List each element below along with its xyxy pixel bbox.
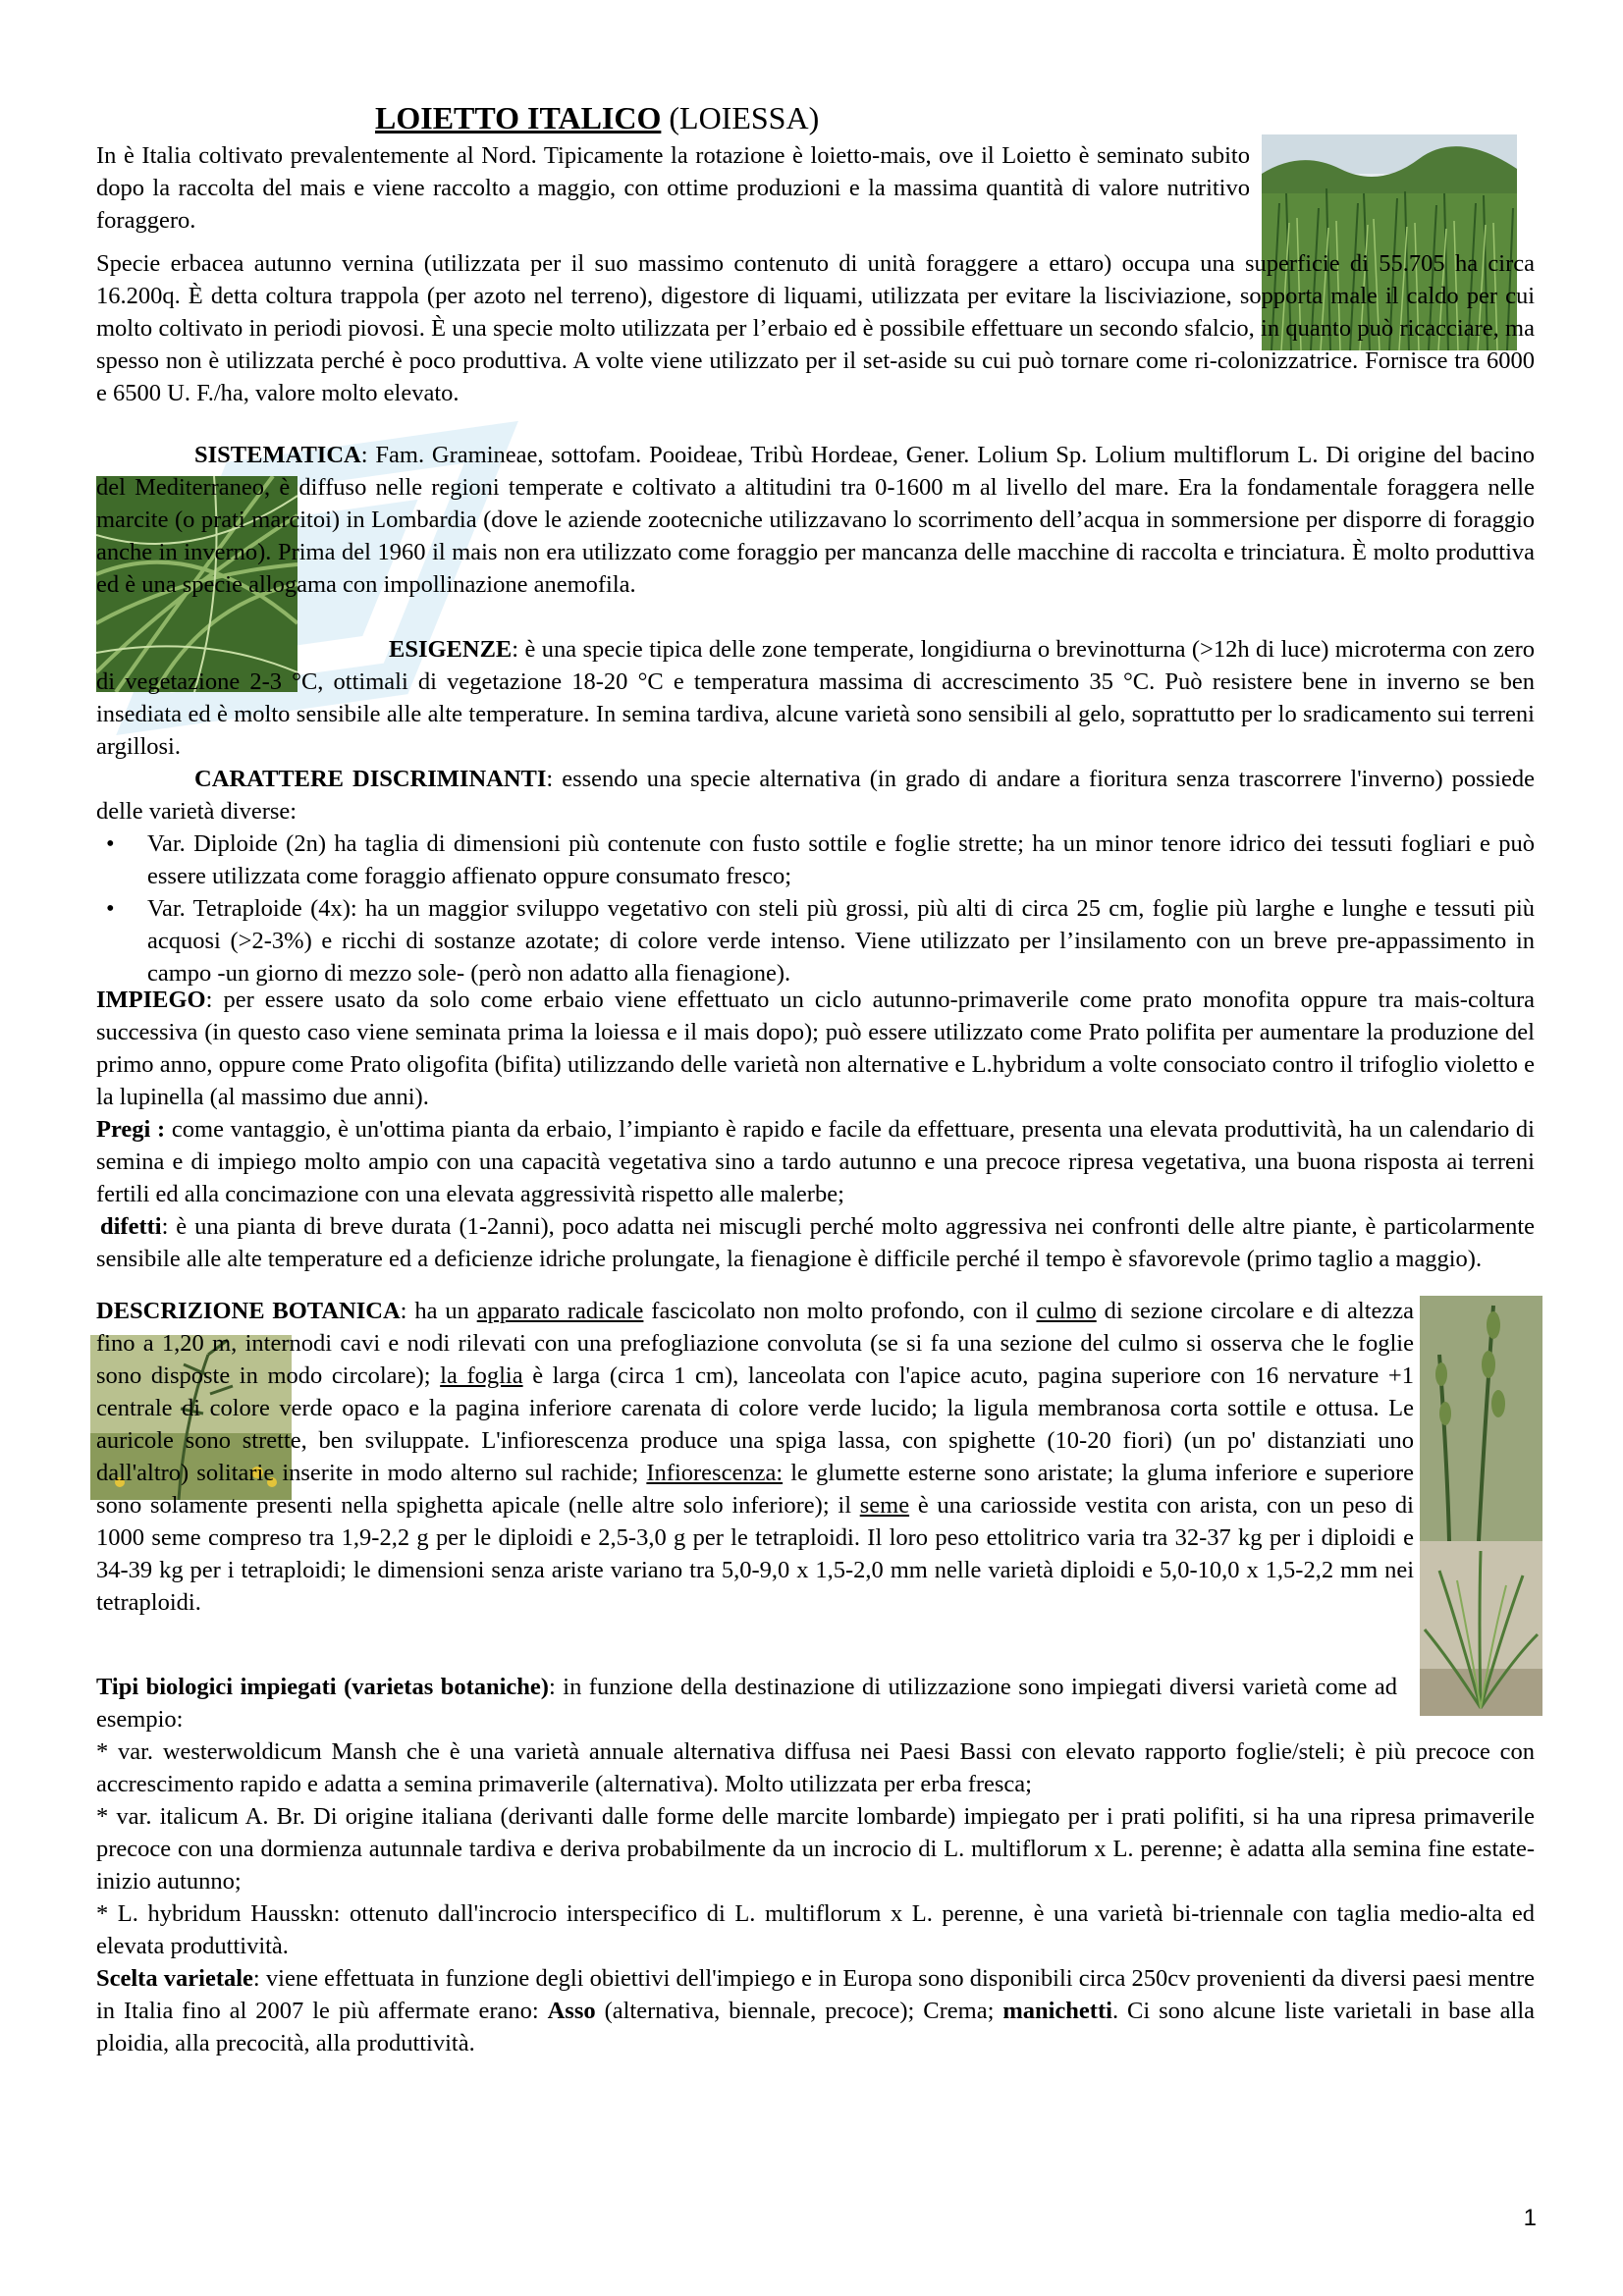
- term-infiorescenza: Infiorescenza:: [646, 1460, 784, 1486]
- list-item: • Var. Tetraploide (4x): ha un maggior sviluppo vegetativo con steli più grossi, più alti di circa 25 cm, foglie più larghe e lunghe e tessuti più acquosi (>2-3%) e ricchi di sostanze azotate; di colore verde intenso. Viene utilizzato per l’insilamento con un breve pre-appassimento in campo -un giorno di mezzo sole- (però non adatto alla fienagione).: [96, 892, 1535, 989]
- title-main: LOIETTO ITALICO: [375, 100, 662, 135]
- term-apparato-radicale: apparato radicale: [476, 1298, 644, 1324]
- specie-paragraph: [96, 247, 1535, 409]
- term-seme: seme: [859, 1492, 910, 1519]
- list-item: * var. westerwoldicum Mansh che è una varietà annuale alternativa diffusa nei Paesi Bassi con elevato rapporto foglie/steli; è più precoce con accrescimento rapido e adatta a semina primaverile (alternativa). Molto utilizzata per erba fresca;: [96, 1738, 1535, 1797]
- impiego-text: : per essere usato da solo come erbaio viene effettuato un ciclo autunno-primaverile come prato monofita oppure tra mais-coltura successiva (in questo caso viene seminata prima la loiessa e il mais dopo); può essere utilizzato come Prato polifita per aumentare la produzione del primo anno, oppure come Prato oligofita (bifita) utilizzando delle varietà non alternative e L.hybridum a volte consociato contro il trifoglio violetto e la lupinella (al massimo due anni).: [96, 987, 1535, 1110]
- intro-paragraph: In è Italia coltivato prevalentemente al Nord. Tipicamente la rotazione è loietto-mais, ove il Loietto è seminato subito dopo la raccolta del mais e viene raccolto a maggio, con ottime produzioni e la massima quantità di valore nutritivo foraggero.: [96, 142, 1250, 234]
- term-culmo: culmo: [1036, 1298, 1097, 1324]
- variety-asso: Asso: [547, 1998, 596, 2024]
- pregi-text: come vantaggio, è un'ottima pianta da erbaio, l’impianto è rapido e facile da effettuare, presenta una elevata produttività, ha un calendario di semina e di impiego molto ampio con una capacità vegetativa sino a tardo autunno e una precoce ripresa vegetativa, una buona risposta ai terreni fertili ed alla concimazione con una elevata aggressività rispetto alle malerbe;: [96, 1116, 1535, 1207]
- tipi-section: Tipi biologici impiegati (varietas botaniche): in funzione della destinazione di utilizzazione sono impiegati diversi varietà come ad esempio: * var. westerwoldicum Mansh che è una varietà annuale alternativa diffusa nei Paesi Bassi con elevato rapporto foglie/steli; è più precoce con accrescimento rapido e adatta a semina primaverile (alternativa). Molto utilizzata per erba fresca; * var. italicum A. Br. Di origine italiana (derivanti dalle forme delle marcite lombarde) impiegato per i prati polifiti, si ha una ripresa primaverile precoce con una dormienza autunnale tardiva e deriva probabilmente da un incrocio di L. multiflorum x L. perenne; è adatta alla semina fine estate-inizio autunno; * L. hybridum Hausskn: ottenuto dall'incrocio interspecifico di L. multiflorum x L. perenne, è una varietà bi-triennale con taglia medio-alta ed elevata produttività. Scelta varietale: viene effettuata in funzione degli obiettivi dell'impiego e in Europa sono disponibili circa 250cv provenienti da diversi paesi mentre in Italia fino al 2007 le più affermate erano: Asso (alternativa, biennale, precoce); Crema; manichetti. Ci sono alcune liste varietali in base alla ploidia, alla precocità, alla produttività.: [96, 1674, 1535, 2056]
- impiego-heading: IMPIEGO: [96, 987, 206, 1013]
- sistematica-text: : Fam. Gramineae, sottofam. Pooideae, Tribù Hordeae, Gener. Lolium Sp. Lolium multiflorum L. Di origine del bacino del Mediterraneo, è diffuso nelle regioni temperate e coltivato a altitudini tra 0-1600 m al livello del mare. Era la fondamentale foraggera nelle marcite (o prati marcitoi) in Lombardia (dove le aziende zootecniche utilizzavano lo scorrimento dell’acqua in sommersione per disporre di foraggio anche in inverno). Prima del 1960 il mais non era utilizzato come foraggio per mancanza delle macchine di raccolta e trinciatura. È molto produttiva ed è una specie allogama con impollinazione anemofila.: [96, 442, 1535, 598]
- descrizione-heading: DESCRIZIONE BOTANICA: [96, 1298, 401, 1324]
- tipi-text: : in funzione della destinazione di utilizzazione sono impiegati diversi varietà come ad esempio:: [96, 1674, 1397, 1733]
- esigenze-section: [96, 633, 1535, 763]
- descrizione-section: DESCRIZIONE BOTANICA: ha un apparato radicale fascicolato non molto profondo, con il culmo di sezione circolare e di altezza fino a 1,20 m, internodi cavi e nodi rilevati con una prefogliazione convoluta (se si fa una sezione del culmo si osserva che le foglie sono disposte in modo circolare); la foglia è larga (circa 1 cm), lanceolata con l'apice acuto, pagina superiore con 16 nervature +1 centrale di colore verde opaco e la pagina inferiore carenata di colore verde lucido; la ligula membranosa corta sottile e ottusa. Le auricole sono strette, ben sviluppate. L'infiorescenza produce una spiga lassa, con spighette (10-20 fiori) (un po' distanziati uno dall'altro) solitarie inserite in modo alterno sul rachide; Infiorescenza: le glumette esterne sono aristate; la gluma inferiore e superiore sono solamente presenti nella spighetta apicale (nelle altre solo inferiore); il seme è una cariosside vestita con arista, con un peso di 1000 seme compreso tra 1,9-2,2 g per le diploidi e 2,5-3,0 g per le tetraploidi. Il loro peso ettolitrico varia tra 32-37 kg per i diploidi e 34-39 kg per i tetraploidi; le dimensioni senza ariste variano tra 5,0-9,0 x 1,5-2,0 mm nelle varietà diploidi e 5,0-10,0 x 1,5-2,2 mm nei tetraploidi.: [96, 1298, 1415, 1616]
- carattere-text: : essendo una specie alternativa (in grado di andare a fioritura senza trascorrere l'inverno) possiede delle varietà diverse:: [96, 766, 1535, 825]
- difetti-text: : è una pianta di breve durata (1-2anni), poco adatta nei miscugli perché molto aggressiva nei confronti delle altre piante, è particolarmente sensibile alle alte temperature ed a deficienze idriche prolungate, la fienagione è difficile perché il tempo è sfavorevole (primo taglio a maggio).: [96, 1213, 1535, 1272]
- term-foglia: la foglia: [440, 1362, 523, 1389]
- variety-manichetti: manichetti: [1002, 1998, 1112, 2024]
- esigenze-heading: ESIGENZE: [389, 636, 513, 663]
- sistematica-section: [96, 439, 1535, 601]
- ploidy-list: [96, 828, 1535, 989]
- impiego-section: [96, 984, 1535, 1275]
- carattere-section: [96, 763, 1535, 989]
- list-item: • Var. Diploide (2n) ha taglia di dimensioni più contenute con fusto sottile e foglie strette; ha un minor tenore idrico dei tessuti fogliari e può essere utilizzata come foraggio affienato oppure consumato fresco;: [96, 828, 1535, 892]
- pregi-heading: Pregi :: [96, 1116, 166, 1143]
- list-item: * var. italicum A. Br. Di origine italiana (derivanti dalle forme delle marcite lombarde) impiegato per i prati polifiti, si ha una ripresa primaverile precoce con una dormienza autunnale tardiva e deriva probabilmente da un incrocio di L. multiflorum x L. perenne; è adatta alla semina fine estate-inizio autunno;: [96, 1803, 1535, 1895]
- page-number: 1: [1523, 2205, 1537, 2231]
- page-title: [375, 98, 819, 137]
- inflorescence-photo: [1420, 1296, 1542, 1541]
- list-item: * L. hybridum Hausskn: ottenuto dall'incrocio interspecifico di L. multiflorum x L. perenne, è una varietà bi-triennale con taglia medio-alta ed elevata produttività.: [96, 1900, 1535, 1959]
- scelta-heading: Scelta varietale: [96, 1965, 253, 1992]
- carattere-heading: CARATTERE DISCRIMINANTI: [194, 766, 547, 792]
- sistematica-heading: SISTEMATICA: [194, 442, 361, 468]
- specie-text: Specie erbacea autunno vernina (utilizzata per il suo massimo contenuto di unità foraggere a ettaro) occupa una superficie di 55.705 ha circa 16.200q. È detta coltura trappola (per azoto nel terreno), digestore di liquami, utilizzata per evitare la lisciviazione, sopporta male il caldo per cui molto coltivato in periodi piovosi. È una specie molto utilizzata per l’erbaio ed è possibile effettuare un secondo sfalcio, in quanto può ricacciare, ma spesso non è utilizzata perché è poco produttiva. A volte viene utilizzato per il set-aside su cui può tornare come ri-colonizzatrice. Fornisce tra 6000 e 6500 U. F./ha, valore molto elevato.: [96, 250, 1535, 406]
- tipi-heading: Tipi biologici impiegati (varietas botaniche): [96, 1674, 549, 1700]
- esigenze-text: : è una specie tipica delle zone temperate, longidiurna o brevinotturna (>12h di luce) microterma con zero di vegetazione 2-3 °C, ottimali di vegetazione 18-20 °C e temperatura massima di accrescimento 35 °C. Può resistere bene in inverno se ben insediata ed è molto sensibile alle alte temperature. In semina tardiva, alcune varietà sono sensibili al gelo, soprattutto per lo sradicamento sui terreni argillosi.: [96, 636, 1535, 760]
- difetti-heading: difetti: [100, 1213, 162, 1240]
- title-sub: (LOIESSA): [669, 100, 820, 135]
